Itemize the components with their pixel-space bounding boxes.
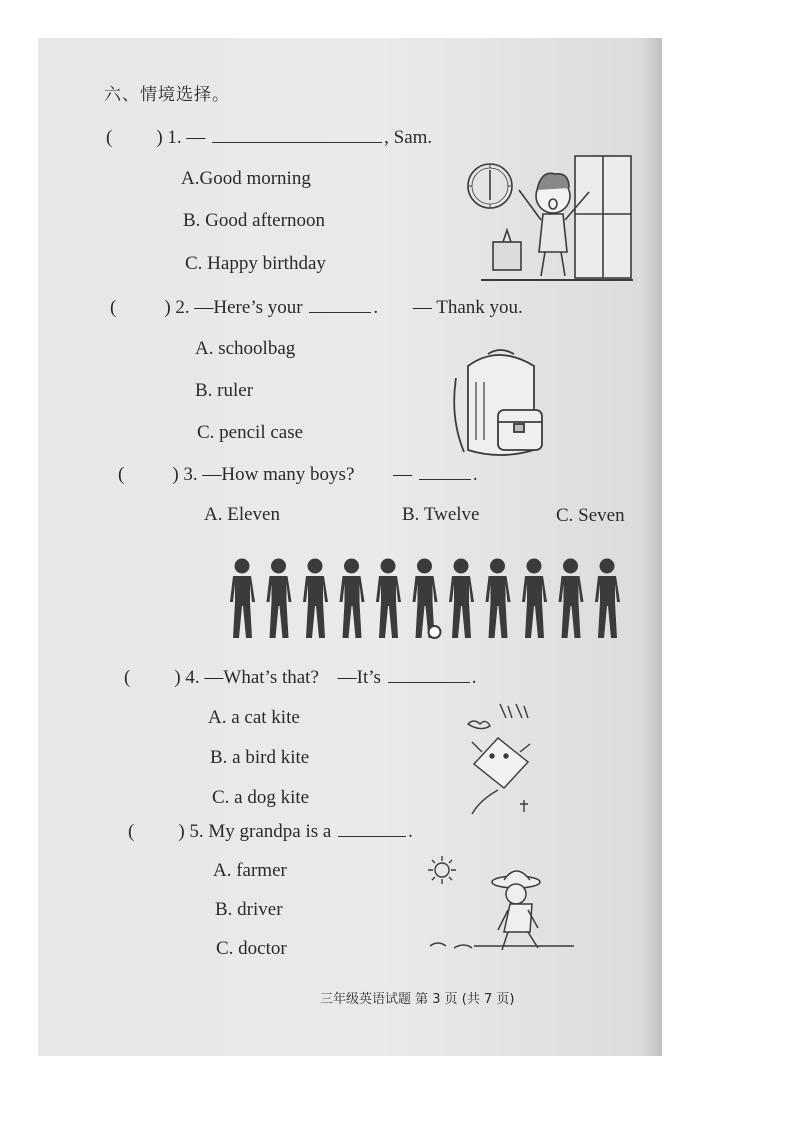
boy-figure-icon [303,559,328,639]
q4-option-c: C. a dog kite [212,787,310,808]
boy-figure-icon [267,559,292,639]
q3-blank [419,463,471,480]
q4-blank [388,666,470,683]
boy-figure-icon [486,559,511,639]
q2-option-c: C. pencil case [197,422,304,443]
q2-prefix: —Here’s your [194,297,303,318]
q3-prefix: —How many boys? [202,464,355,485]
boy-figure-icon [595,559,620,639]
q5-number: 5. [189,821,204,842]
q4-option-b: B. a bird kite [210,747,310,768]
q4-paren-open: ( [124,667,131,688]
kite-icon [462,704,542,816]
boys-illustration [224,558,624,640]
q1-paren-open: ( [106,127,113,148]
boy-figure-icon [230,559,255,639]
q1-prefix: — [186,127,206,148]
q5-option-c: C. doctor [216,938,287,959]
q3-option-a: A. Eleven [204,504,280,525]
q5-suffix: . [408,821,413,842]
q5-option-b: B. driver [215,899,283,920]
q2-paren-close: ) [164,297,171,318]
q5-option-a: A. farmer [213,860,287,881]
q1-number: 1. [167,127,182,148]
q2-option-b: B. ruler [195,380,254,401]
q1-suffix: , Sam. [384,127,433,148]
q2-reply: — Thank you. [412,297,523,318]
q3-option-c: C. Seven [556,505,625,526]
q1-option-b: B. Good afternoon [183,210,325,231]
q3-number: 3. [183,464,198,485]
question-2 [110,296,523,319]
q1-option-c: C. Happy birthday [185,253,326,274]
boy-figure-icon [376,559,401,639]
q2-suffix: . [373,297,379,318]
boy-figure-icon [449,559,474,639]
q2-option-a: A. schoolbag [195,338,296,359]
q5-paren-open: ( [128,821,135,842]
q4-number: 4. [185,667,200,688]
question-1 [106,126,432,149]
q3-option-b: B. Twelve [402,504,480,525]
section-title: 六、情境选择。 [104,85,230,105]
soccer-ball-icon [429,626,441,638]
boy-figure-icon [522,559,547,639]
q1-illustration [463,156,638,296]
farmer-icon [430,871,574,950]
q5-paren-close: ) [178,821,185,842]
q1-paren-close: ) [156,127,163,148]
q3-paren-open: ( [118,464,125,485]
q3-suffix: . [472,464,478,485]
q2-number: 2. [175,297,190,318]
q3-reply-prefix: — [393,464,413,485]
q4-suffix: . [471,667,477,688]
q4-paren-close: ) [174,667,181,688]
q4-option-a: A. a cat kite [208,707,300,728]
q2-blank [309,296,371,313]
sun-icon [428,856,456,884]
clock-icon [468,164,512,208]
q2-paren-open: ( [110,297,117,318]
page-shadow [640,38,662,1056]
q1-blank [212,126,382,143]
q5-blank [338,820,406,837]
q4-reply-prefix: —It’s [337,667,381,688]
exam-page [38,38,662,1056]
q1-option-a: A.Good morning [181,168,311,189]
q3-paren-close: ) [172,464,179,485]
question-3 [118,463,478,486]
boy-figure-icon [559,559,584,639]
page-footer: 三年级英语试题 第 3 页 (共 7 页) [320,992,515,1007]
q4-prefix: —What’s that? [204,667,319,688]
schoolbag-icon [448,348,550,460]
q5-prefix: My grandpa is a [208,821,332,842]
question-5 [128,820,413,843]
boy-figure-icon [340,559,365,639]
question-4 [124,666,476,689]
q5-illustration [424,854,574,954]
